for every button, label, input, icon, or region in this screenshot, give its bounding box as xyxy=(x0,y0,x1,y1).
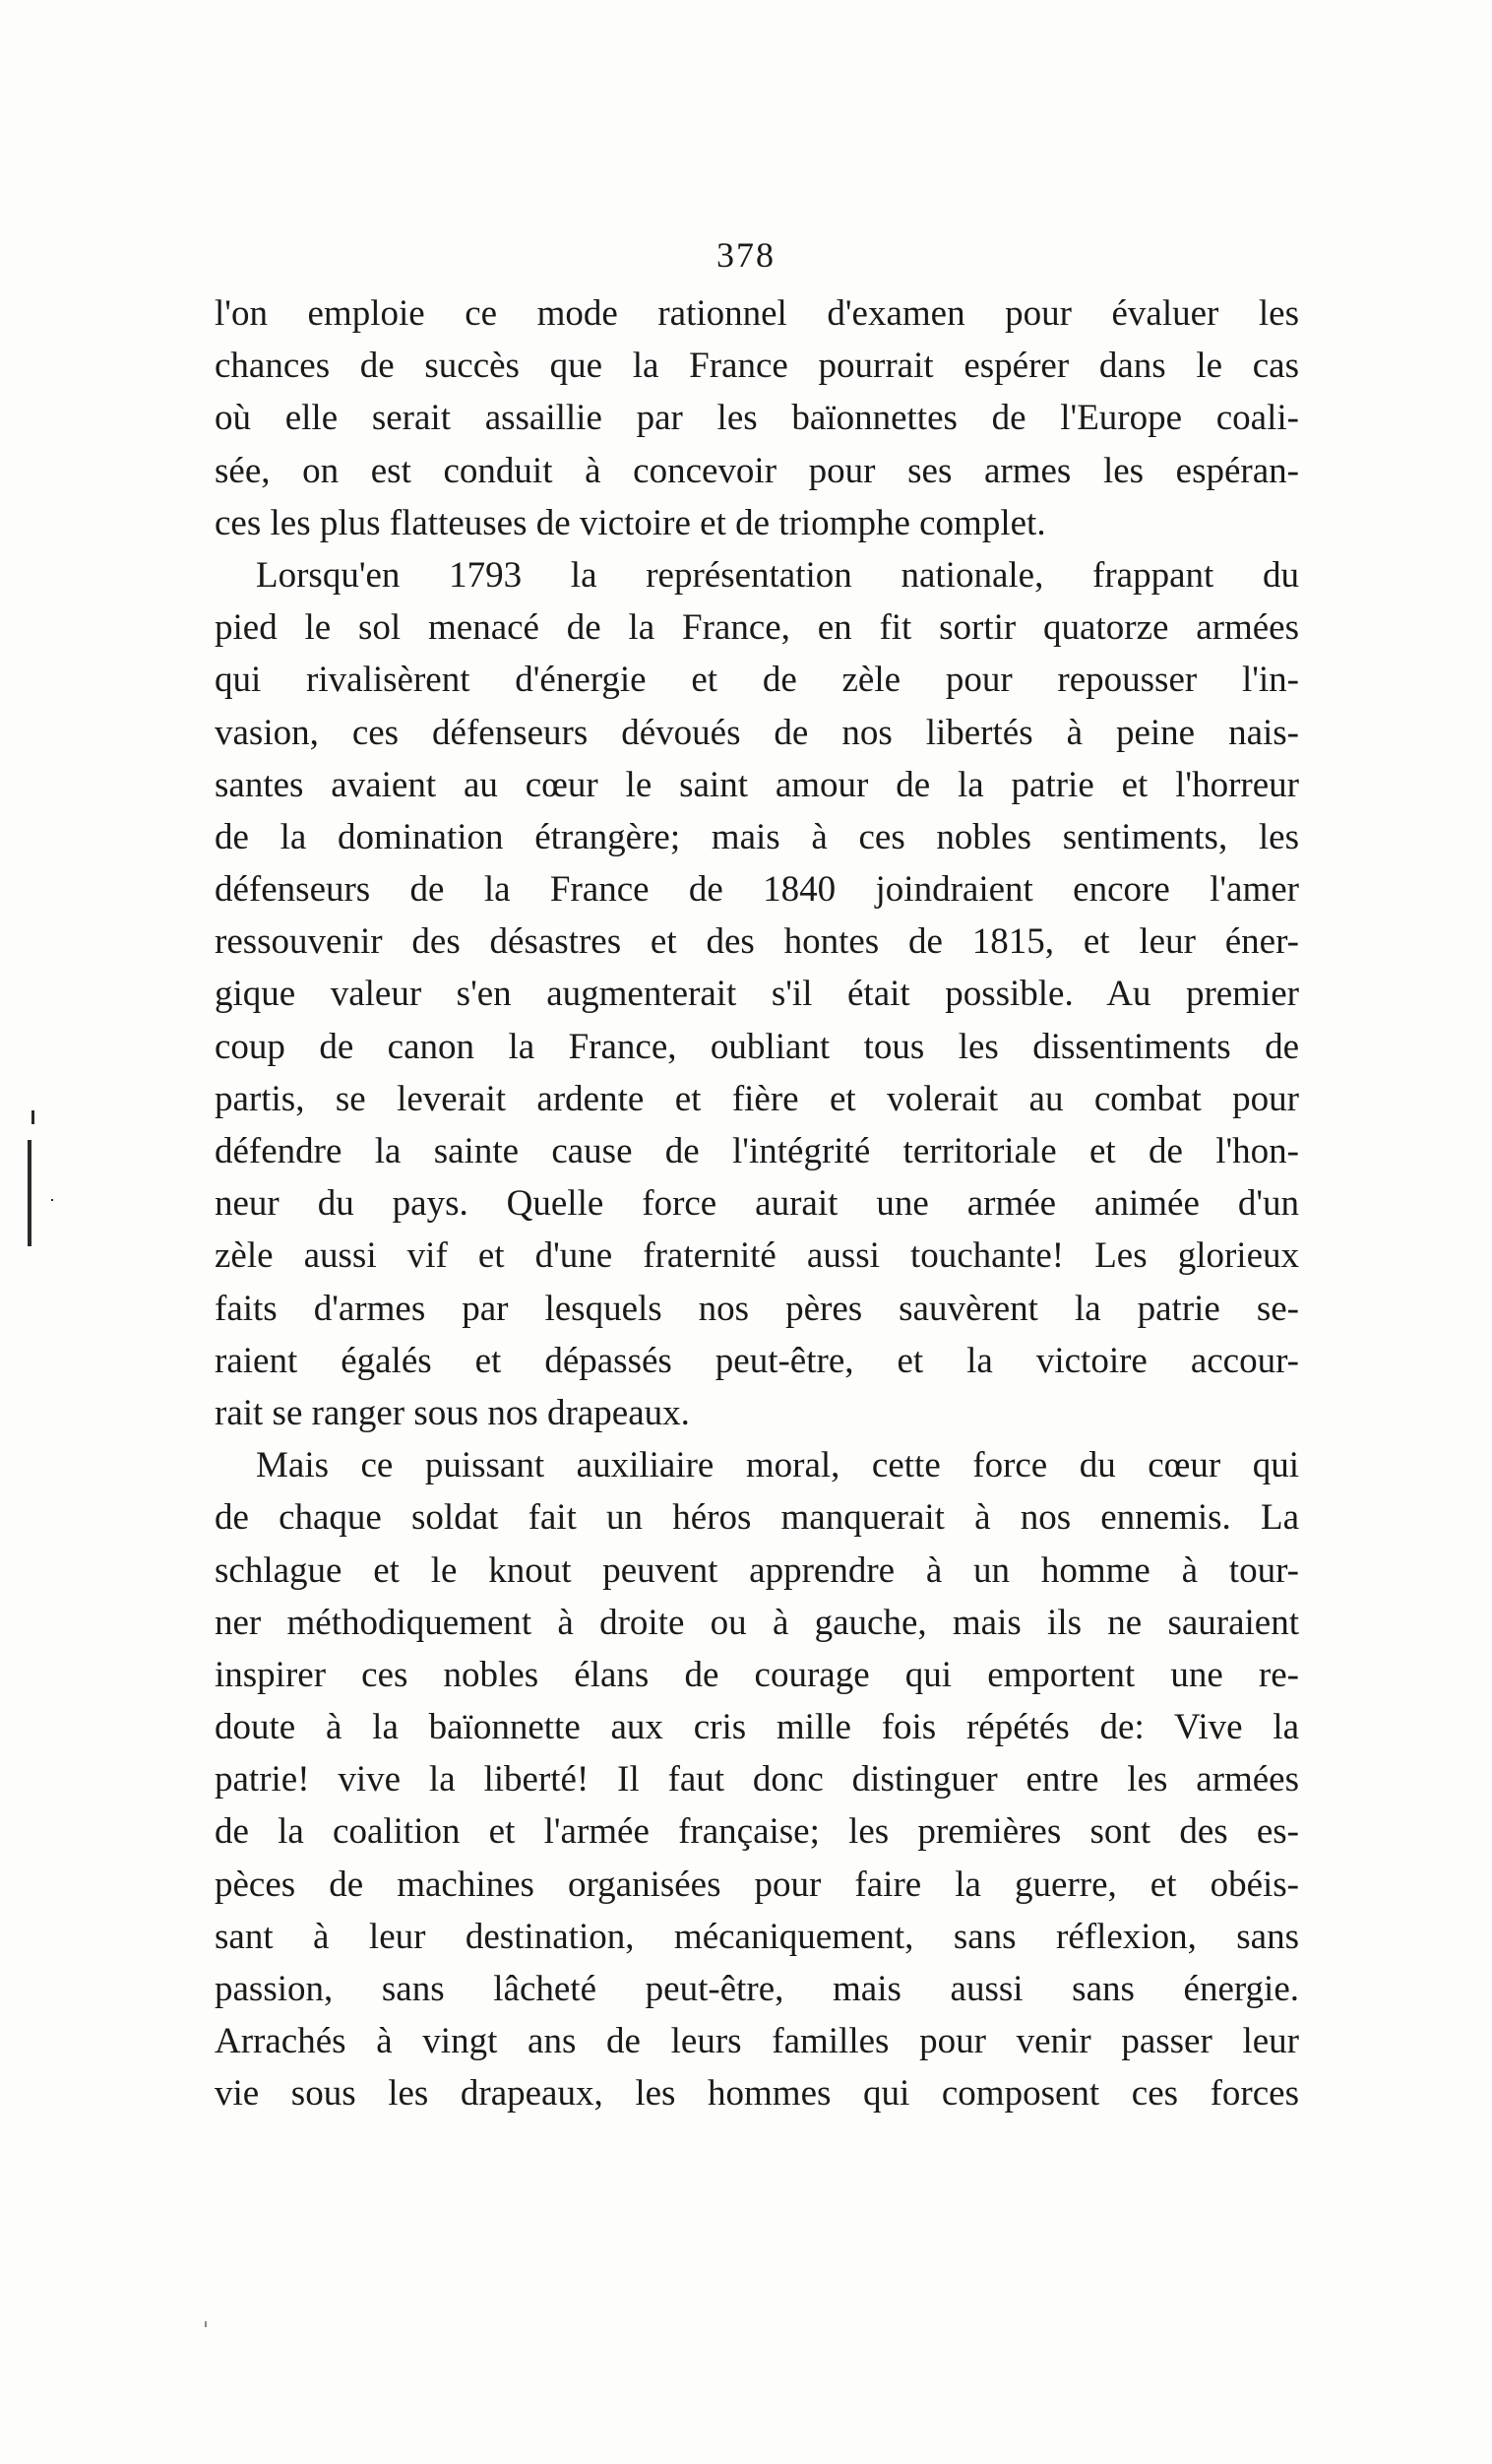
text-line: sée, on est conduit à concevoir pour ses armes les espéran- xyxy=(215,450,1299,491)
page-speck xyxy=(205,2321,207,2327)
text-line: qui rivalisèrent d'énergie et de zèle pour repousser l'in- xyxy=(215,660,1299,701)
text-line: ner méthodiquement à droite ou à gauche, mais ils ne sauraient xyxy=(215,1602,1299,1643)
text-line: de la coalition et l'armée française; les premières sont des es- xyxy=(215,1811,1299,1853)
text-line: chances de succès que la France pourrait espérer dans le cas xyxy=(215,346,1299,387)
text-line: pèces de machines organisées pour faire la guerre, et obéis- xyxy=(215,1864,1299,1905)
text-line: pied le sol menacé de la France, en fit sortir quatorze armées xyxy=(215,607,1299,649)
text-line: schlague et le knout peuvent apprendre à un homme à tour- xyxy=(215,1549,1299,1591)
text-line: partis, se leverait ardente et fière et volerait au combat pour xyxy=(215,1078,1299,1119)
text-line: inspirer ces nobles élans de courage qui emportent une re- xyxy=(215,1654,1299,1695)
text-line: raient égalés et dépassés peut-être, et la victoire accour- xyxy=(215,1340,1299,1381)
text-line: santes avaient au cœur le saint amour de la patrie et l'horreur xyxy=(215,764,1299,805)
text-line: neur du pays. Quelle force aurait une armée animée d'un xyxy=(215,1183,1299,1225)
text-line: ces les plus flatteuses de victoire et de triomphe complet. xyxy=(215,502,1046,543)
text-line: de la domination étrangère; mais à ces nobles sentiments, les xyxy=(215,816,1299,857)
margin-dot-mark xyxy=(51,1199,53,1201)
text-line: coup de canon la France, oubliant tous les dissentiments de xyxy=(215,1026,1299,1067)
text-line: doute à la baïonnette aux cris mille fois répétés de: Vive la xyxy=(215,1707,1299,1748)
text-line: sant à leur destination, mécaniquement, sans réflexion, sans xyxy=(215,1916,1299,1957)
text-line: de chaque soldat fait un héros manquerait à nos ennemis. La xyxy=(215,1497,1299,1539)
text-line: zèle aussi vif et d'une fraternité aussi touchante! Les glorieux xyxy=(215,1235,1299,1277)
text-line: où elle serait assaillie par les baïonnettes de l'Europe coali- xyxy=(215,398,1299,439)
text-line: défenseurs de la France de 1840 joindraient encore l'amer xyxy=(215,869,1299,911)
text-line: Arrachés à vingt ans de leurs familles pour venir passer leur xyxy=(215,2021,1299,2062)
margin-bar-mark xyxy=(28,1140,31,1246)
text-line: faits d'armes par lesquels nos pères sauvèrent la patrie se- xyxy=(215,1288,1299,1329)
text-line: rait se ranger sous nos drapeaux. xyxy=(215,1392,690,1433)
text-line: ressouvenir des désastres et des hontes de 1815, et leur éner- xyxy=(215,921,1299,963)
body-text xyxy=(215,287,1299,2120)
paragraph-start-line: Lorsqu'en 1793 la représentation nationale, frappant du xyxy=(256,554,1299,596)
margin-tick-mark xyxy=(31,1110,34,1124)
text-line: passion, sans lâcheté peut-être, mais aussi sans énergie. xyxy=(215,1969,1299,2009)
text-line: vie sous les drapeaux, les hommes qui composent ces forces xyxy=(215,2073,1299,2115)
text-line: vasion, ces défenseurs dévoués de nos libertés à peine nais- xyxy=(215,712,1299,753)
text-line: patrie! vive la liberté! Il faut donc distinguer entre les armées xyxy=(215,1759,1299,1801)
text-line: gique valeur s'en augmenterait s'il était possible. Au premier xyxy=(215,974,1299,1015)
text-line: défendre la sainte cause de l'intégrité territoriale et de l'hon- xyxy=(215,1131,1299,1171)
paragraph-start-line: Mais ce puissant auxiliaire moral, cette force du cœur qui xyxy=(256,1445,1299,1486)
page-number: 378 xyxy=(716,235,776,275)
text-line: l'on emploie ce mode rationnel d'examen pour évaluer les xyxy=(215,293,1299,334)
